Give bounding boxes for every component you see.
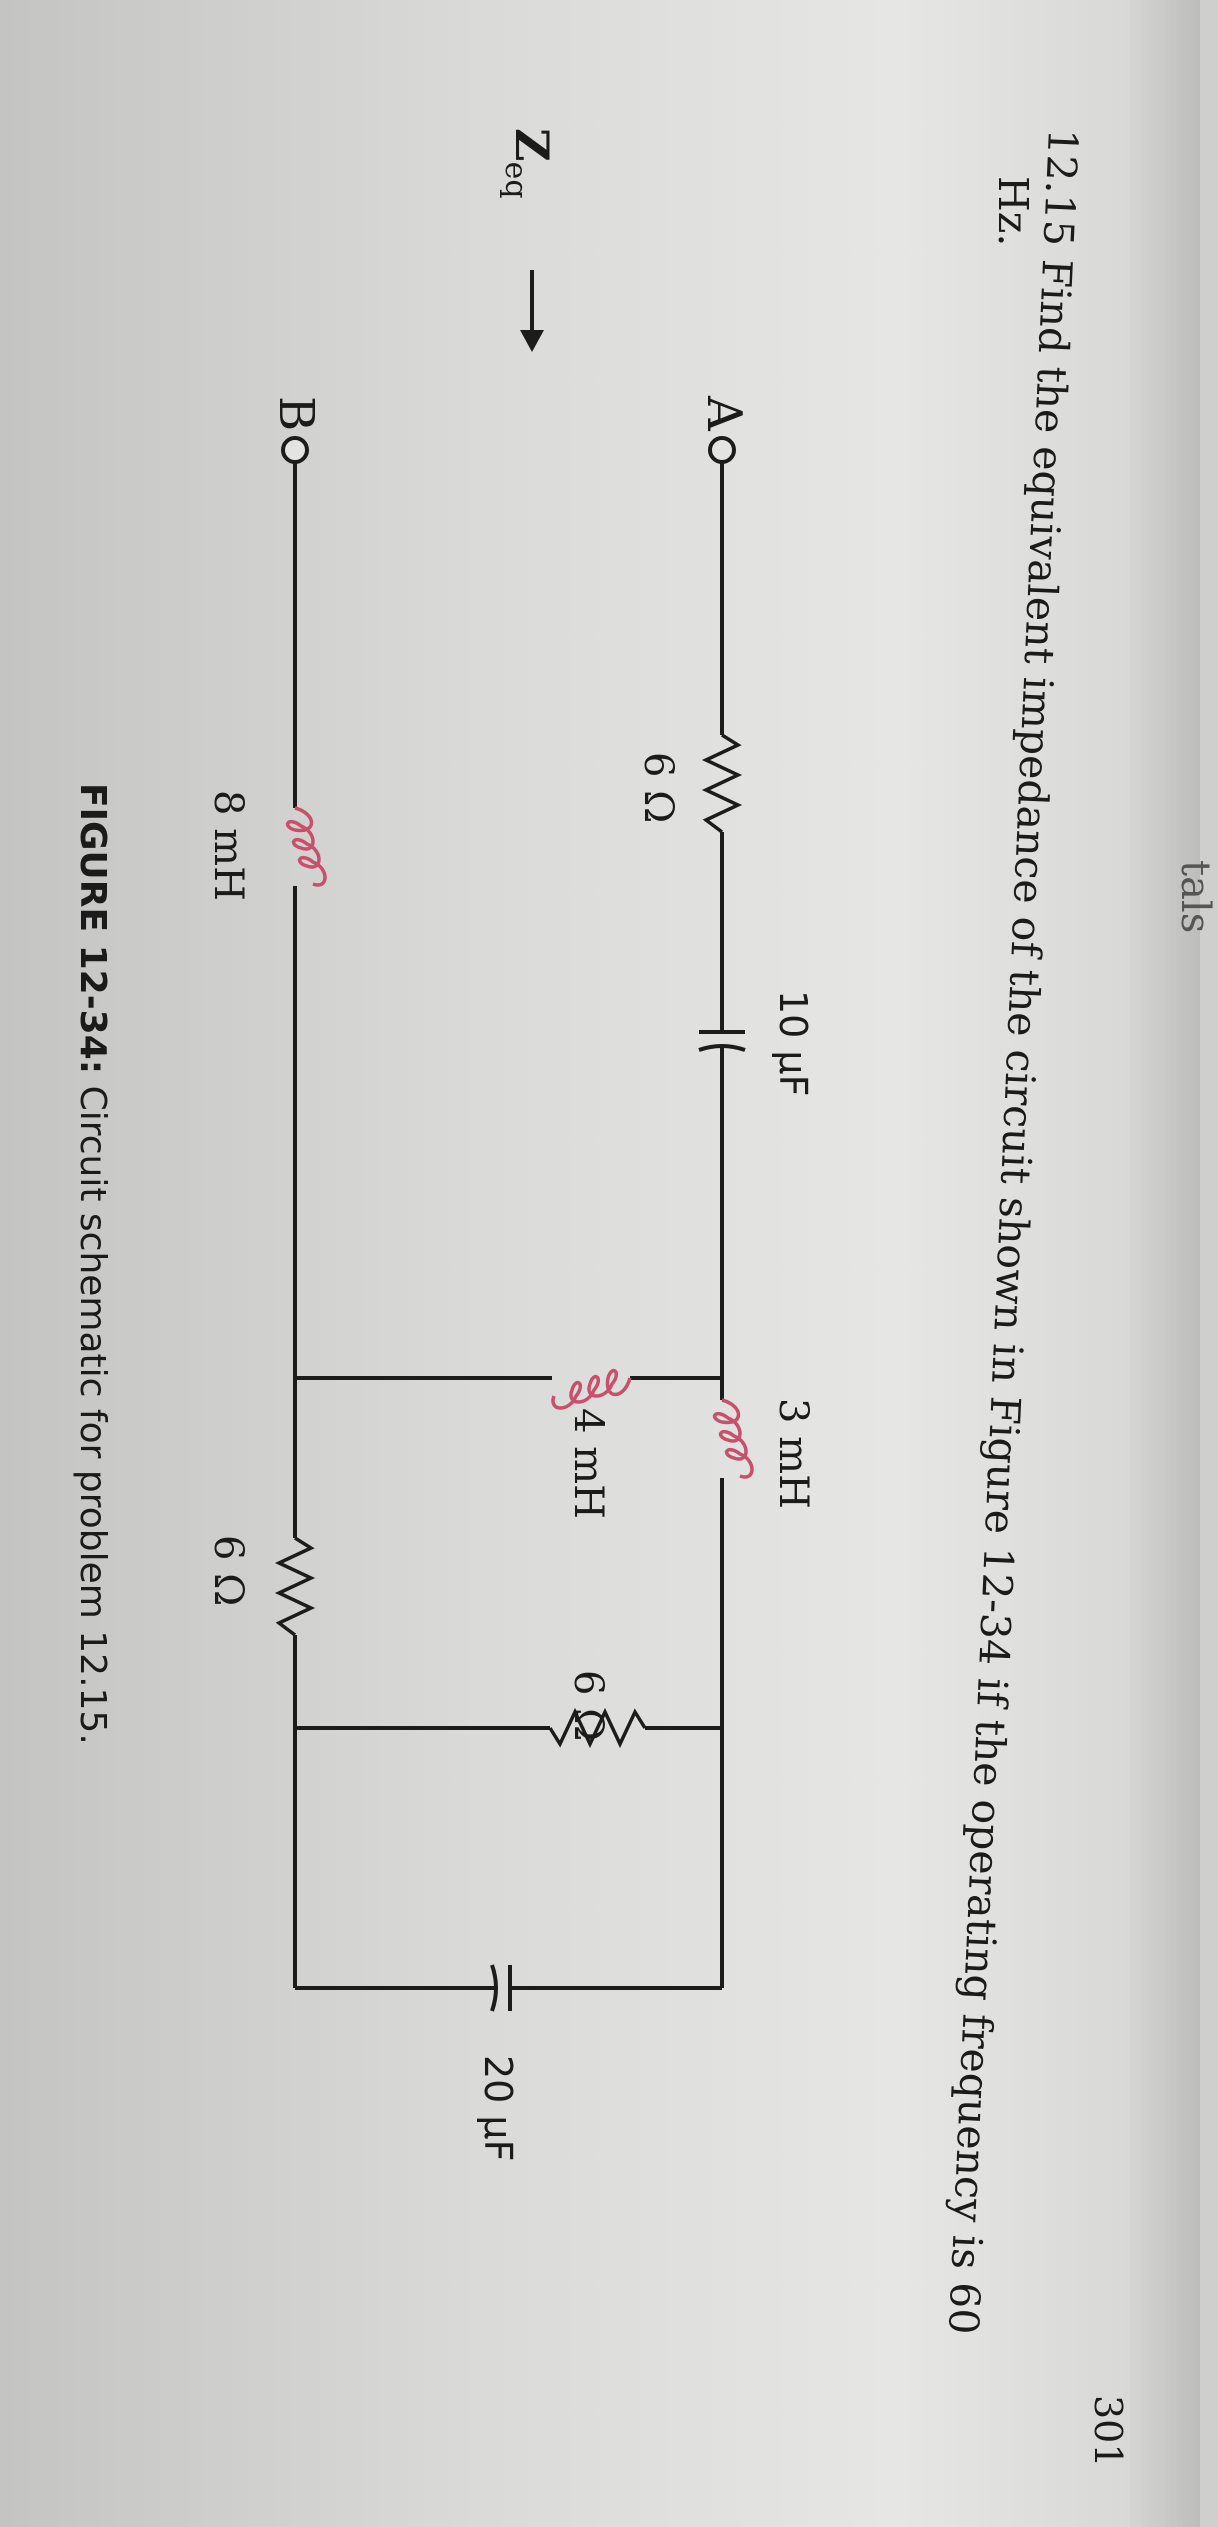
problem-text-line2: Hz. [989, 176, 1037, 247]
c2-label: 20 μF [476, 2055, 520, 2162]
inductor-l1 [715, 1400, 752, 1477]
terminal-a-label: A [696, 396, 752, 431]
c1-label: 10 μF [771, 990, 815, 1097]
resistor-r3 [279, 1538, 311, 1635]
zeq-main: Z [505, 128, 559, 162]
zeq-arrow-head [520, 330, 544, 352]
terminal-b-node [283, 438, 307, 462]
page-number: 301 [1086, 2395, 1130, 2468]
terminal-a-node [710, 438, 734, 462]
figure-caption [72, 783, 113, 1745]
caption-text: Circuit schematic for problem 12.15. [72, 1074, 113, 1745]
problem-number: 12.15 [1033, 127, 1087, 248]
resistor-r1 [706, 735, 738, 832]
l1-label: 3 mH [770, 1398, 816, 1509]
zeq-subscript: eq [498, 161, 533, 199]
inductor-l3 [288, 808, 325, 885]
terminal-b-label: B [268, 396, 324, 432]
zeq-label [498, 128, 559, 199]
inductor-l2 [553, 1371, 630, 1408]
r1-label: 6 Ω [635, 752, 681, 824]
r2-label: 6 Ω [565, 1670, 611, 1742]
l3-label: 8 mH [205, 790, 251, 901]
problem-text-line1: Find the equivalent impedance of the circuit shown in Figure 12-34 if the operating frequency is 60 [938, 258, 1082, 2336]
r3-label: 6 Ω [205, 1535, 251, 1607]
clipped-header-text: tals [1172, 860, 1218, 934]
l2-label: 4 mH [565, 1408, 611, 1519]
caption-prefix: FIGURE 12-34: [72, 783, 113, 1075]
